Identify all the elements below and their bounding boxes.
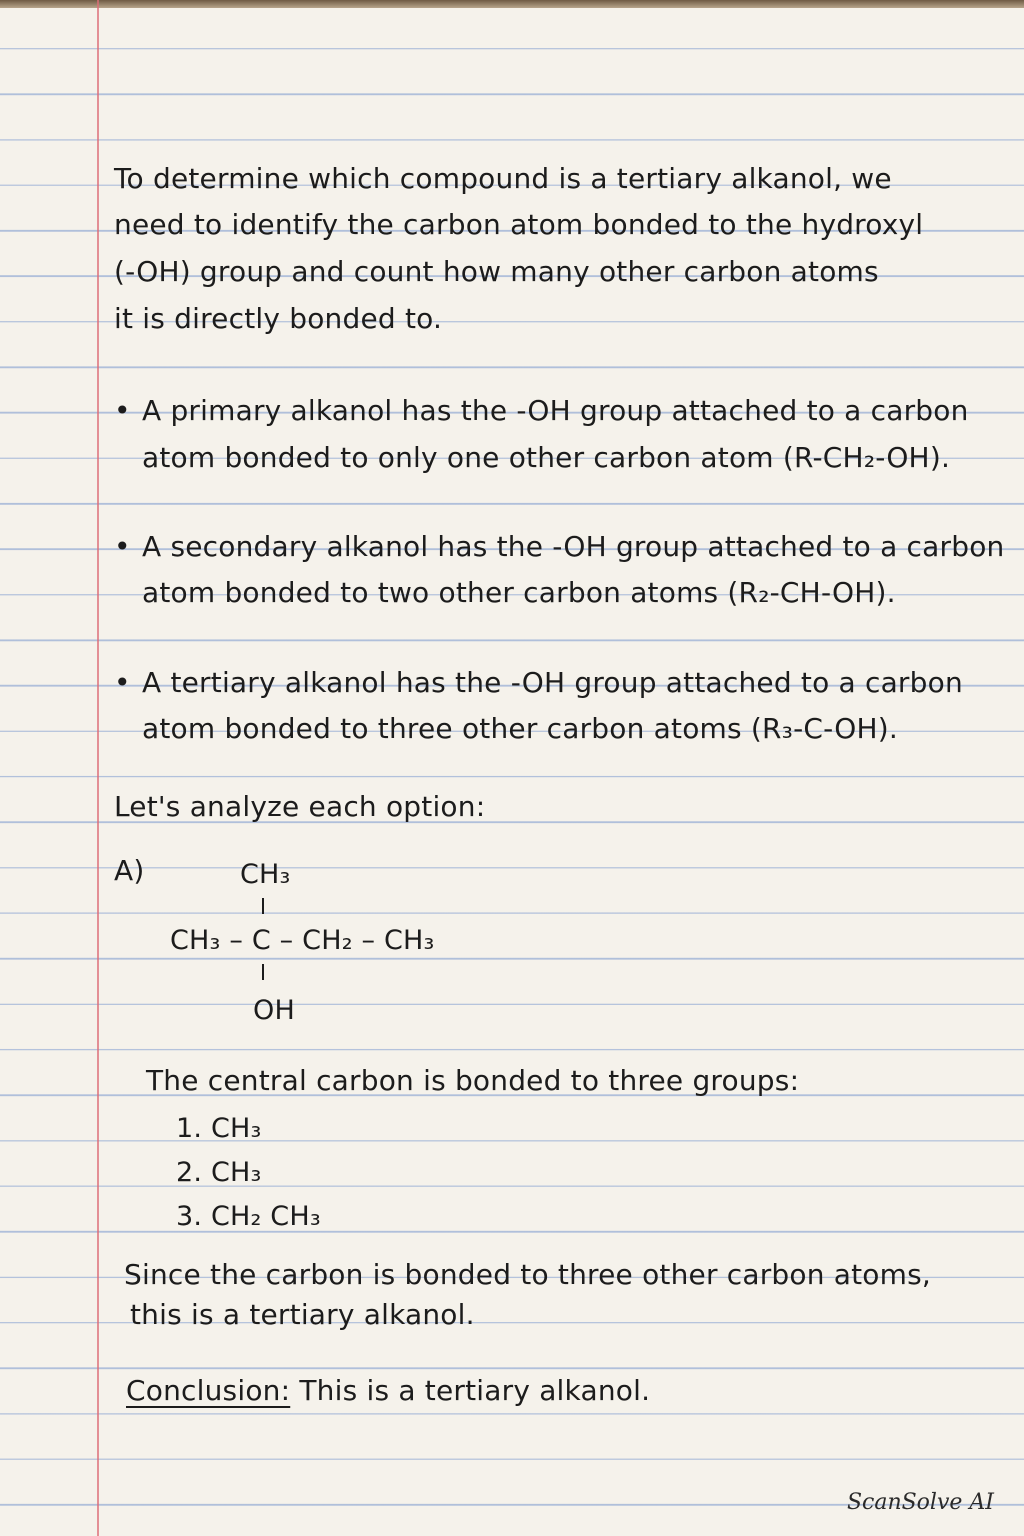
intro-line-4: it is directly bonded to. bbox=[114, 302, 443, 335]
intro-line-2: need to identify the carbon atom bonded to the hydroxyl bbox=[114, 208, 924, 241]
structure-bottom-group: OH bbox=[253, 995, 295, 1026]
bullet-2-line-1: A secondary alkanol has the -OH group attached to a carbon bbox=[142, 530, 1005, 563]
bullet-2-line-2: atom bonded to two other carbon atoms (R₂-CH-OH). bbox=[142, 576, 896, 609]
since-line-1: Since the carbon is bonded to three other carbon atoms, bbox=[124, 1258, 932, 1291]
conclusion-line bbox=[126, 1368, 650, 1414]
bullet-dot-3: • bbox=[114, 666, 131, 699]
structure-bond-bottom bbox=[262, 964, 264, 980]
bullet-3-line-2: atom bonded to three other carbon atoms (R₃-C-OH). bbox=[142, 712, 898, 745]
option-label: A) bbox=[114, 854, 145, 887]
conclusion-label: Conclusion: bbox=[126, 1374, 291, 1407]
bullet-1-line-2: atom bonded to only one other carbon atom (R-CH₂-OH). bbox=[142, 441, 951, 474]
central-carbon-text: The central carbon is bonded to three groups: bbox=[146, 1064, 800, 1097]
bullet-dot-2: • bbox=[114, 530, 131, 563]
group-item-2: 2. CH₃ bbox=[176, 1157, 262, 1188]
structure-main-chain: CH₃ – C – CH₂ – CH₃ bbox=[170, 925, 435, 956]
structure-top-group: CH₃ bbox=[240, 859, 291, 890]
conclusion-text: This is a tertiary alkanol. bbox=[299, 1374, 651, 1407]
bullet-3-line-1: A tertiary alkanol has the -OH group attached to a carbon bbox=[142, 666, 963, 699]
intro-line-1: To determine which compound is a tertiary alkanol, we bbox=[114, 162, 892, 195]
page-top-edge bbox=[0, 0, 1024, 8]
since-line-2: this is a tertiary alkanol. bbox=[130, 1298, 475, 1331]
group-item-1: 1. CH₃ bbox=[176, 1113, 262, 1144]
structure-bond-top bbox=[262, 898, 264, 914]
margin-line bbox=[97, 0, 99, 1536]
bullet-1-line-1: A primary alkanol has the -OH group attached to a carbon bbox=[142, 394, 969, 427]
bullet-dot-1: • bbox=[114, 394, 131, 427]
watermark: ScanSolve AI bbox=[846, 1490, 994, 1515]
analyze-heading: Let's analyze each option: bbox=[114, 790, 486, 823]
group-item-3: 3. CH₂ CH₃ bbox=[176, 1201, 321, 1232]
intro-line-3: (-OH) group and count how many other carbon atoms bbox=[114, 255, 879, 288]
